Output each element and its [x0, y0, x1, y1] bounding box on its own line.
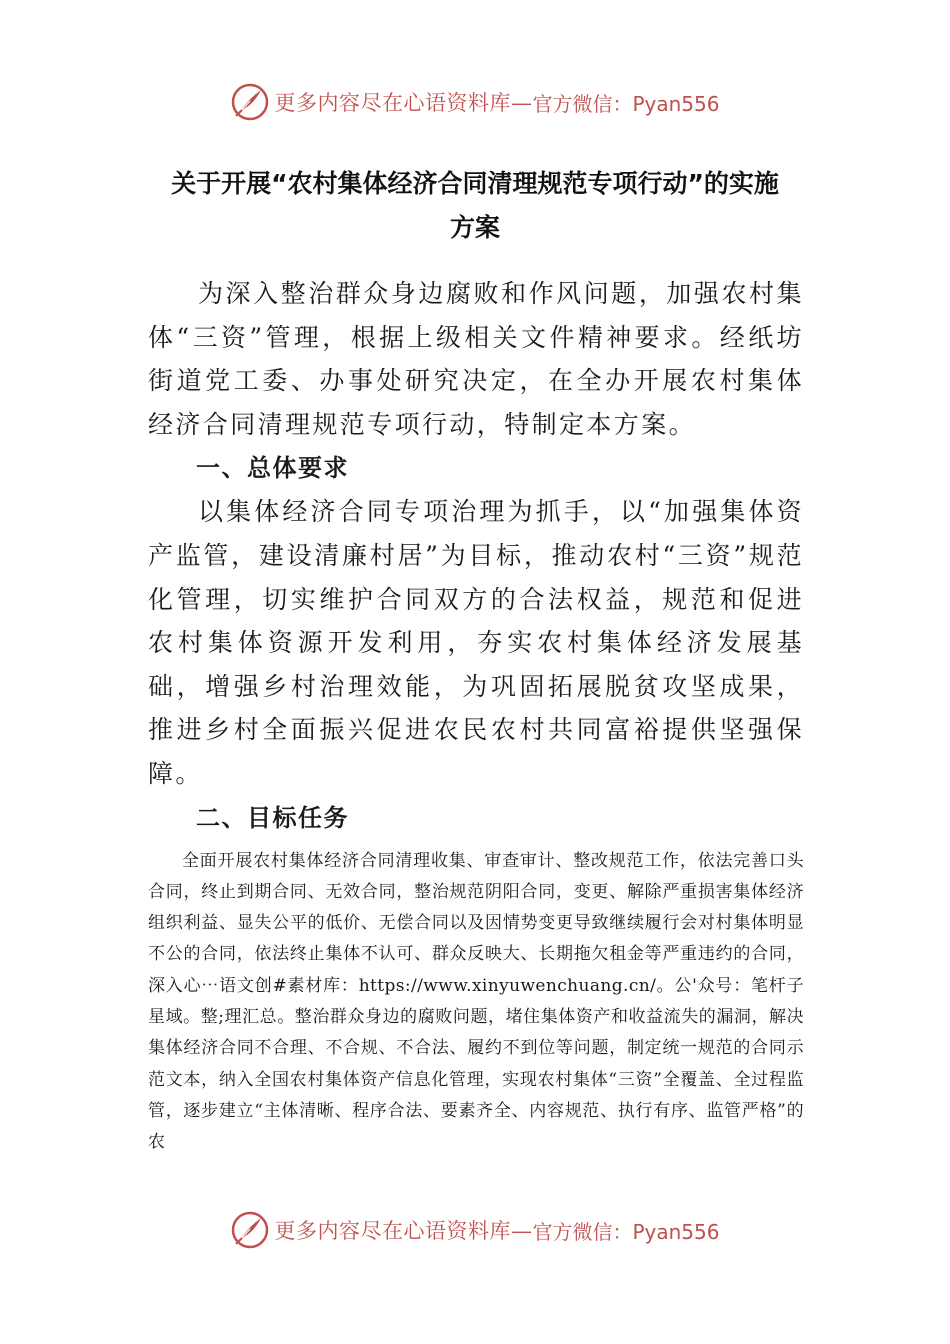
section-heading-2: 二、目标任务: [196, 803, 349, 832]
intro-paragraph: 为深入整治群众身边腐败和作风问题，加强农村集体“三资”管理，根据上级相关文件精神要求。经纸坊街道党工委、办事处研究决定，在全办开展农村集体经济合同清理规范专项行动，特制定本方案。: [148, 279, 804, 439]
watermark-text: 更多内容尽在心语资料库—: [274, 1219, 533, 1243]
quill-logo-icon: [230, 82, 270, 122]
quill-logo-icon: [230, 1210, 270, 1250]
section-heading-1: 一、总体要求: [196, 454, 349, 483]
header-watermark: [0, 80, 950, 124]
section-1-paragraph: 以集体经济合同专项治理为抓手，以“加强集体资产监管，建设清廉村居”为目标，推动农村“三资”规范化管理，切实维护合同双方的合法权益，规范和促进农村集体资源开发利用，夯实农村集体经济发展基础，增强乡村治理效能，为巩固拓展脱贫攻坚成果，推进乡村全面振兴促进农民农村共同富裕提供坚强保障。: [148, 497, 804, 788]
section-2-paragraph: 全面开展农村集体经济合同清理收集、审查审计、整改规范工作，依法完善口头合同，终止到期合同、无效合同，整治规范阴阳合同，变更、解除严重损害集体经济组织利益、显失公平的低价、无偿合同以及因情势变更导致继续履行会对村集体明显不公的合同，依法终止集体不认可、群众反映大、长期拖欠租金等严重违约的合同，深入心⋯语文创#素材库：https://www.xinyuwenchuang.cn/。公'众号：笔杆子星域。整;理汇总。整治群众身边的腐败问题，堵住集体资产和收益流失的漏洞，解决集体经济合同不合理、不合规、不合法、履约不到位等问题，制定统一规范的合同示范文本，纳入全国农村集体资产信息化管理，实现农村集体“三资”全覆盖、全过程监管，逐步建立“主体清晰、程序合法、要素齐全、内容规范、执行有序、监管严格”的农: [148, 850, 804, 1153]
document-title: [148, 162, 802, 250]
title-line-2: 方案: [449, 213, 500, 242]
footer-watermark: [0, 1208, 950, 1252]
watermark-text: 更多内容尽在心语资料库—: [274, 91, 533, 115]
document-body: [148, 272, 804, 1159]
watermark-wechat: 官方微信：Pyan556: [532, 91, 720, 116]
title-line-1: 关于开展“农村集体经济合同清理规范专项行动”的实施: [171, 169, 779, 198]
watermark-wechat: 官方微信：Pyan556: [532, 1219, 720, 1244]
